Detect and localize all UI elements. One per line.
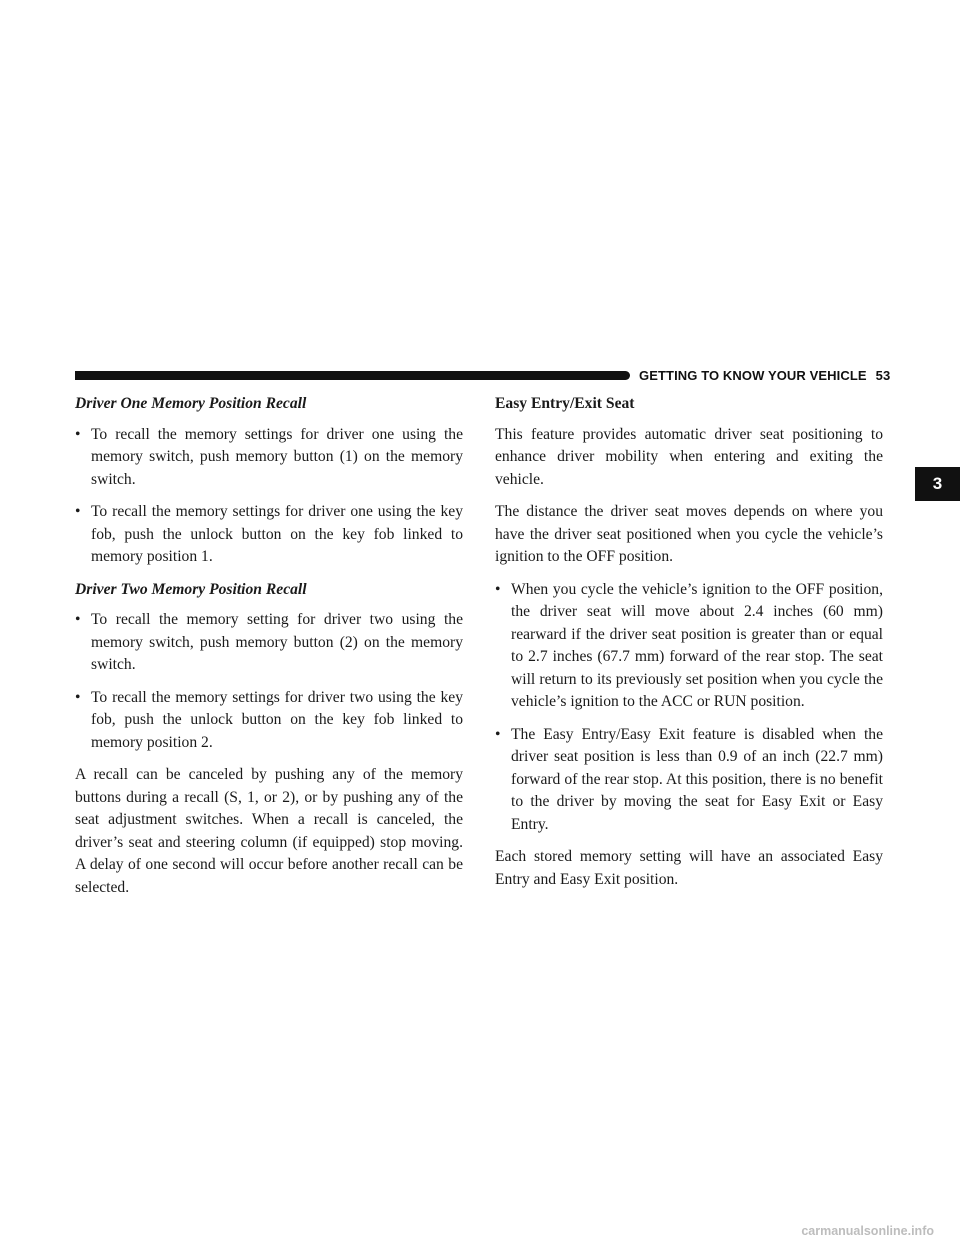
section-heading-driver-two: Driver Two Memory Position Recall (75, 580, 307, 598)
bullet-icon: • (75, 611, 81, 628)
bullet-list-easy-entry (495, 579, 883, 837)
bullet-icon: • (75, 503, 81, 520)
footer-watermark: carmanualsonline.info (801, 1224, 934, 1238)
list-item: • The Easy Entry/Easy Exit feature is disabled when the driver seat position is less than 0.9 of an inch (22.7 mm) forward of the rear stop. At this position, there is no benefit to the driver by moving the seat for Easy Exit or Easy Entry. (495, 725, 883, 833)
bullet-list-driver-two (75, 609, 463, 754)
right-column (495, 393, 883, 901)
running-header (639, 368, 889, 383)
list-item: • When you cycle the vehicle’s ignition to the OFF position, the driver seat will move about 2.4 inches (60 mm) rearward if the driver seat position is greater than or equal to 2.7 inches (67.7 mm) forward of the rear stop. The seat will return to its previously set position when you cycle the vehicle’s ignition to the ACC or RUN position. (495, 580, 883, 710)
bullet-list-driver-one (75, 424, 463, 569)
chapter-tab: 3 (915, 467, 960, 501)
header-title: GETTING TO KNOW YOUR VEHICLE (639, 368, 867, 383)
bullet-icon: • (75, 425, 81, 443)
section-heading-easy-entry: Easy Entry/Exit Seat (495, 395, 635, 412)
paragraph: The distance the driver seat moves depends on where you have the driver seat positioned when you cycle the vehicle’s ignition to the OFF position. (495, 503, 883, 565)
list-item: • To recall the memory setting for driver two using the memory switch, push memory button (2) on the memory switch. (75, 611, 463, 673)
header-rule (75, 371, 630, 380)
left-column (75, 393, 463, 909)
section-heading-driver-one: Driver One Memory Position Recall (75, 395, 307, 412)
list-item: • To recall the memory settings for driver two using the key fob, push the unlock button on the key fob linked to memory position 2. (75, 688, 463, 751)
bullet-icon: • (495, 725, 501, 743)
list-item: • To recall the memory settings for driver one using the memory switch, push memory button (1) on the memory switch. (75, 425, 463, 488)
closing-paragraph: Each stored memory setting will have an associated Easy Entry and Easy Exit position. (495, 848, 883, 888)
recall-cancel-paragraph: A recall can be canceled by pushing any of the memory buttons during a recall (S, 1, or 2), or by pushing any of the seat adjustment switches. When a recall is canceled, the driver’s seat and steering column (if equipped) stop moving. A delay of one second will occur before another recall can be selected. (75, 766, 463, 896)
page-number: 53 (875, 368, 891, 383)
paragraph: This feature provides automatic driver seat positioning to enhance driver mobility when entering and exiting the vehicle. (495, 425, 883, 488)
list-item: • To recall the memory settings for driver one using the key fob, push the unlock button on the key fob linked to memory position 1. (75, 503, 463, 565)
bullet-icon: • (495, 580, 501, 598)
bullet-icon: • (75, 688, 81, 706)
